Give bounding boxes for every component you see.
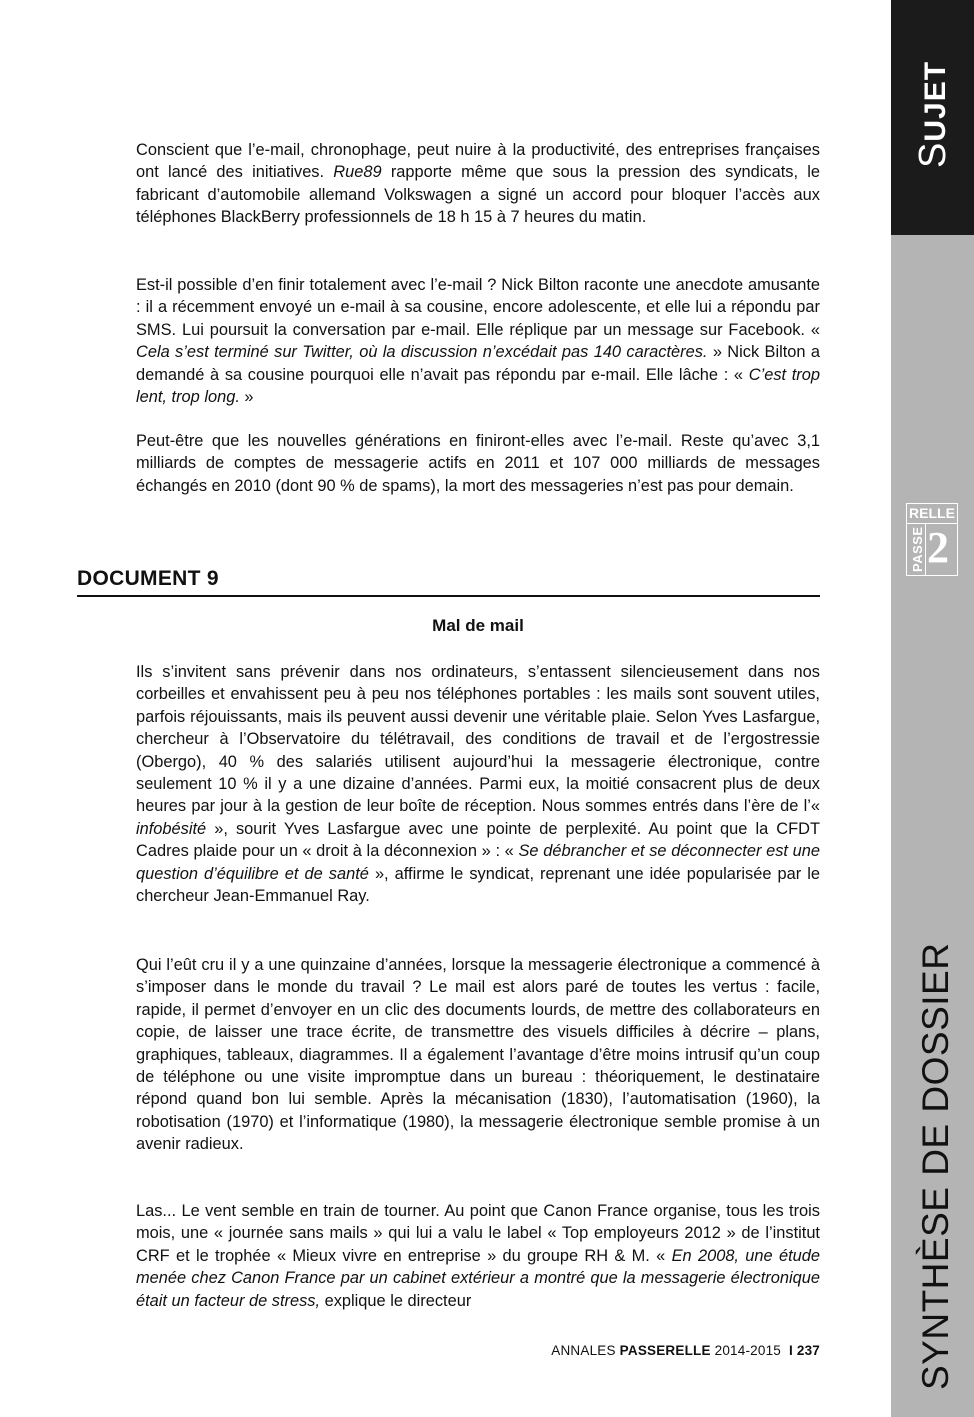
logo-relle-text: RELLE xyxy=(907,504,957,524)
document-title: Mal de mail xyxy=(432,616,524,635)
text-run: explique le directeur xyxy=(320,1291,472,1310)
page-footer xyxy=(551,1343,820,1358)
paragraph-new-generations xyxy=(136,430,820,497)
text-run: rapporte même que sous la pression des syndicats, le fabricant d’automobile allemand Volkswagen a signé un accord pour bloquer l’accès aux téléphones BlackBerry professionnels de 18 h 15 à 7 heures du matin. xyxy=(136,163,821,227)
paragraph-infobesite xyxy=(136,661,820,907)
italic-run: Cela s’est terminé sur Twitter, où la discussion n’excédait pas 140 caractères. xyxy=(136,343,708,362)
text-run: » Nick Bilton a demandé à sa cousine pourquoi elle n’avait pas répondu par e-mail. Elle lâche : « xyxy=(136,343,820,384)
footer-years: 2014-2015 xyxy=(714,1343,782,1358)
logo-passe-text: PASSE xyxy=(910,526,925,572)
text-run: Qui l’eût cru il y a une quinzaine d’années, lorsque la messagerie électronique a commencé à s’imposer dans le monde du travail ? Le mail est alors paré de toutes les vertus : facile, rapide, il permet d’envoyer en un clic des documents lourds, de mettre des collaborateurs en copie, de laisser une trace écrite, de transmettre des visuels difficiles à décrire – plans, graphiques, tableaux, diagrammes. Il a également l’avantage d’être moins intrusif qu’un coup de téléphone ou une visite impromptue dans un bureau : théoriquement, le destinataire répond quand bon lui semble. Après la mécanisation (1830), l’automatisation (1960), la robotisation (1970) et l’informatique (1980), la messagerie électronique semble promise à un avenir radieux. xyxy=(136,956,820,1154)
text-run: Ils s’invitent sans prévenir dans nos ordinateurs, s’entassent silencieusement dans nos corbeilles et envahissent peu à peu nos téléphones portables : les mails sont souvent utiles, parfois réjouissants, mais ils peuvent aussi devenir une véritable plaie. Selon Yves Lasfargue, chercheur à l’Observatoire du télétravail, des conditions de travail et de l’ergostressie (Obergo), 40 % des salariés utilisent aujourd’hui la messagerie électronique, contre seulement 10 % il y a une dizaine d’années. Parmi eux, la moitié consacrent plus de deux heures par jour à la gestion de leur boîte de réception. Nous sommes entrés dans l’ère de l’« xyxy=(136,663,820,816)
footer-separator: I xyxy=(788,1343,793,1358)
paragraph-rue89-volkswagen xyxy=(136,139,820,229)
paragraph-nick-bilton-anecdote xyxy=(136,274,820,408)
sidebar-label-rest: UJET xyxy=(919,60,952,142)
passerelle-2-logo xyxy=(906,503,958,576)
logo-divider xyxy=(925,523,926,575)
footer-prefix: ANNALES xyxy=(551,1343,616,1358)
logo-number: 2 xyxy=(927,523,949,572)
text-run: Peut-être que les nouvelles générations en finiront-elles avec l’e-mail. Reste qu’avec 3,1 milliards de comptes de messagerie actifs en 2011 et 107 000 milliards de messages échangés en 2010 (dont 90 % de spams), la mort des messageries n’est pas pour demain. xyxy=(136,432,820,495)
sidebar-subject-label: SYNTHÈSE DE DOSSIER xyxy=(915,942,956,1390)
italic-run: Se débrancher et se déconnecter est une question d’équilibre et de santé xyxy=(136,842,820,883)
document-number: DOCUMENT 9 xyxy=(77,567,219,590)
text-run: Est-il possible d’en finir totalement avec l’e-mail ? Nick Bilton raconte une anecdote amusante : il a récemment envoyé un e-mail à sa cousine, encore adolescente, et elle lui a répondu par SMS. Lui poursuit la conversation par e-mail. Elle réplique par un message sur Facebook. « xyxy=(136,276,820,339)
sidebar-section-label xyxy=(912,61,955,168)
text-run: », affirme le syndicat, reprenant une idée popularisée par le chercheur Jean-Emmanuel Ray. xyxy=(136,864,820,906)
italic-run: infobésité xyxy=(136,819,207,838)
italic-run: C’est trop lent, trop long. xyxy=(136,365,820,407)
paragraph-canon-france xyxy=(136,1200,820,1312)
text-run: Las... Le vent semble en train de tourner. Au point que Canon France organise, tous les trois mois, une « journée sans mails » qui lui a valu le label « Top employeurs 2012 » de l’institut CRF et le trophée « Mieux vivre en entreprise » du groupe RH & M. « xyxy=(136,1202,820,1265)
text-run: Conscient que l’e-mail, chronophage, peut nuire à la productivité, des entreprises françaises ont lancé des initiatives. xyxy=(136,141,820,182)
italic-run: Rue89 xyxy=(333,163,382,182)
text-run: » xyxy=(239,388,254,407)
document-heading xyxy=(77,567,820,597)
text-run: », sourit Yves Lasfargue avec une pointe de perplexité. Au point que la CFDT Cadres plaide pour un « droit à la déconnexion » : « xyxy=(136,819,820,861)
paragraph-messagerie-history xyxy=(136,954,820,1156)
footer-brand: PASSERELLE xyxy=(619,1343,711,1358)
italic-run: En 2008, une étude menée chez Canon France par un cabinet extérieur a montré que la messagerie électronique était un facteur de stress, xyxy=(136,1246,820,1310)
sidebar-label-initial: S xyxy=(912,141,954,168)
page-number: 237 xyxy=(796,1343,820,1358)
